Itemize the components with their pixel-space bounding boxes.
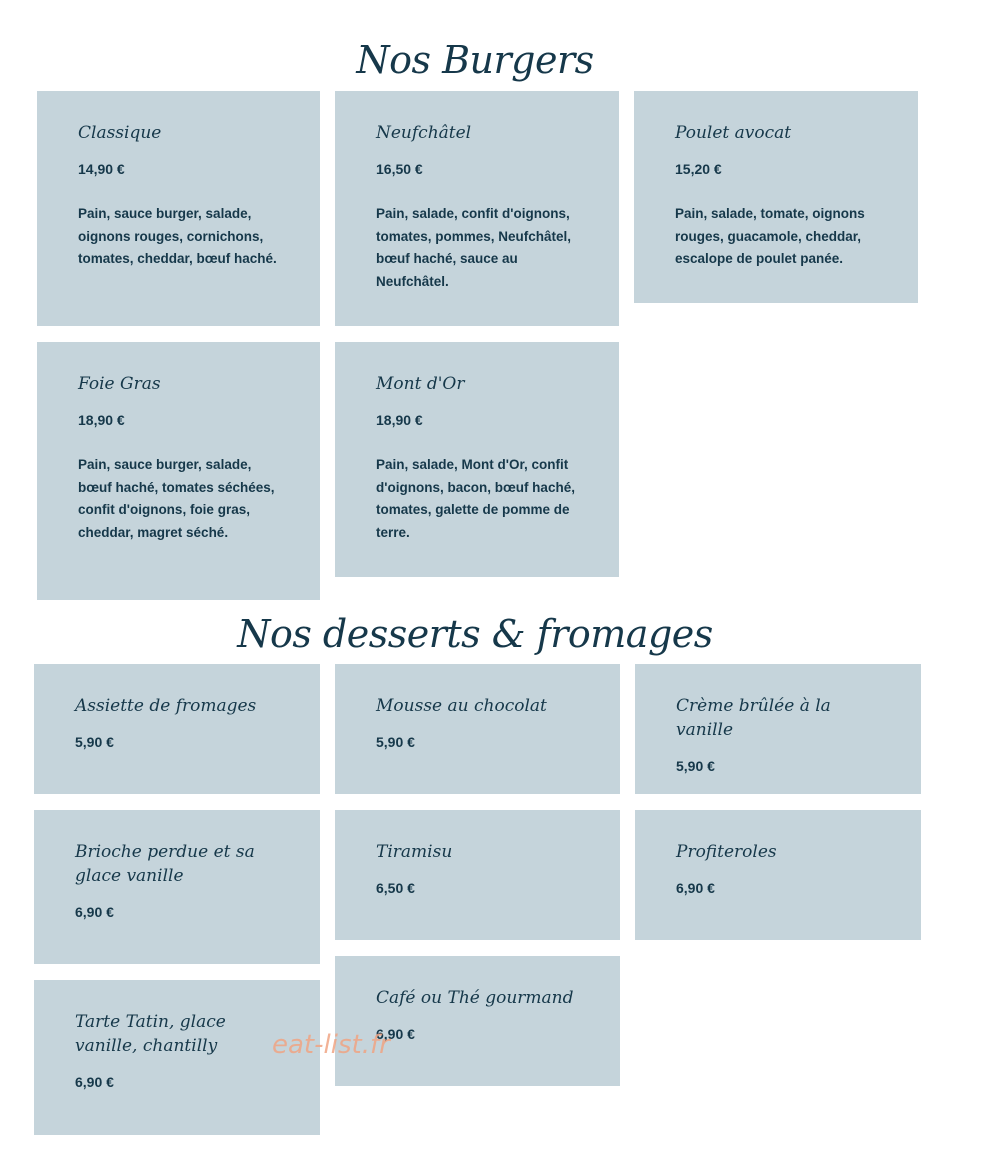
item-price: 14,90 € [78,161,125,177]
menu-card-cafe-the-gourmand [335,956,620,1086]
item-name: Foie Gras [78,374,161,394]
item-name: Assiette de fromages [75,696,257,716]
item-price: 16,50 € [376,161,423,177]
item-price: 6,90 € [376,1026,415,1042]
item-name: Profiteroles [676,842,777,862]
item-description: Pain, sauce burger, salade, bœuf haché, tomates séchées, confit d'oignons, foie gras, cheddar, magret séché. [78,457,275,540]
item-price: 6,90 € [75,1074,114,1090]
item-name: Poulet avocat [675,123,792,143]
item-price: 6,90 € [75,904,114,920]
burgers-section-title: Nos Burgers [356,38,594,82]
item-name: Mont d'Or [376,374,465,394]
menu-card-classique [37,91,320,326]
menu-card-assiette-fromages [34,664,320,794]
item-name: Brioche perdue et sa glace vanille [75,842,255,886]
item-description: Pain, sauce burger, salade, oignons rouges, cornichons, tomates, cheddar, bœuf haché. [78,206,277,266]
menu-card-profiteroles [635,810,921,940]
item-name: Classique [78,123,162,143]
desserts-section-title: Nos desserts & fromages [237,612,713,656]
item-name: Tarte Tatin, glace vanille, chantilly [75,1012,226,1056]
menu-card-poulet-avocat [634,91,918,303]
watermark-text: eat-list.fr [272,1030,390,1060]
item-description: Pain, salade, Mont d'Or, confit d'oignons, bacon, bœuf haché, tomates, galette de pomme de terre. [376,457,575,540]
item-price: 18,90 € [376,412,423,428]
menu-card-brioche-perdue [34,810,320,964]
menu-card-creme-brulee [635,664,921,794]
item-price: 6,50 € [376,880,415,896]
item-price: 5,90 € [376,734,415,750]
item-name: Crème brûlée à la vanille [676,696,831,740]
menu-card-tiramisu [335,810,620,940]
item-description: Pain, salade, tomate, oignons rouges, guacamole, cheddar, escalope de poulet panée. [675,206,865,266]
item-name: Neufchâtel [376,123,472,143]
item-price: 5,90 € [676,758,715,774]
item-name: Tiramisu [376,842,453,862]
item-name: Café ou Thé gourmand [376,988,574,1008]
item-name: Mousse au chocolat [376,696,547,716]
item-price: 15,20 € [675,161,722,177]
item-price: 6,90 € [676,880,715,896]
item-description: Pain, salade, confit d'oignons, tomates, pommes, Neufchâtel, bœuf haché, sauce au Neufchâtel. [376,206,572,289]
menu-card-mont-dor [335,342,619,577]
item-price: 18,90 € [78,412,125,428]
menu-card-foie-gras [37,342,320,600]
menu-card-mousse-chocolat [335,664,620,794]
menu-card-neufchatel [335,91,619,326]
item-price: 5,90 € [75,734,114,750]
